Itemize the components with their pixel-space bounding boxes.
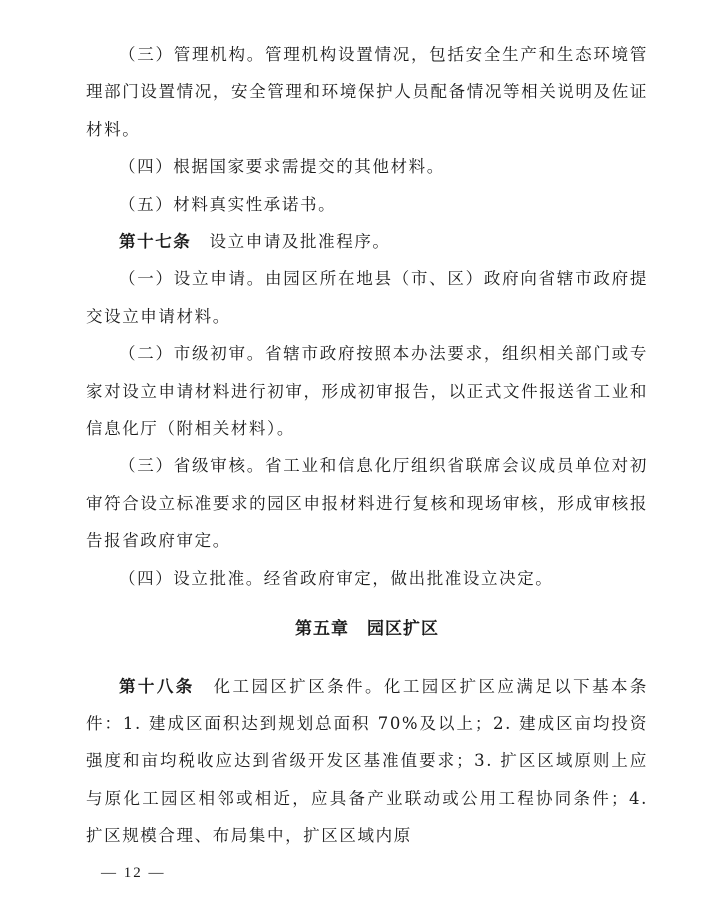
paragraph-province-review: （三）省级审核。省工业和信息化厅组织省联席会议成员单位对初审符合设立标准要求的园区申报材料进行复核和现场审核，形成审核报告报省政府审定。 [86,456,648,551]
paragraph-other-materials: （四）根据国家要求需提交的其他材料。 [119,157,445,177]
paragraph-commitment-letter: （五）材料真实性承诺书。 [119,194,337,214]
paragraph-approval: （四）设立批准。经省政府审定，做出批准设立决定。 [119,568,554,588]
article-17-title: 第十七条 [119,232,192,252]
article-18-paragraph [86,668,648,855]
chapter-heading: 第五章 园区扩区 [295,619,439,640]
document-body [86,36,648,855]
article-18-text: 化工园区扩区条件。化工园区扩区应满足以下基本条件：1. 建成区面积达到规划总面积 70%及以上；2. 建成区亩均投资强度和亩均税收应达到省级开发区基准值要求；3. 扩区区域原则上应与原化工园区相邻或相近，应具备产业联动或公用工程协同条件；4. 扩区规模合理、布局集中，扩区区域内原 [86,676,648,846]
page-number: — 12 — [101,865,166,881]
paragraph-city-review: （二）市级初审。省辖市政府按照本办法要求，组织相关部门或专家对设立申请材料进行初审，形成初审报告，以正式文件报送省工业和信息化厅（附相关材料）。 [86,344,648,439]
article-18-title: 第十八条 [119,676,195,696]
paragraph-management-structure: （三）管理机构。管理机构设置情况，包括安全生产和生态环境管理部门设置情况，安全管理和环境保护人员配备情况等相关说明及佐证材料。 [86,45,648,139]
paragraph-application: （一）设立申请。由园区所在地县（市、区）政府向省辖市政府提交设立申请材料。 [86,269,648,326]
article-17-paragraph [86,223,648,260]
article-17-text: 设立申请及批准程序。 [209,232,391,252]
